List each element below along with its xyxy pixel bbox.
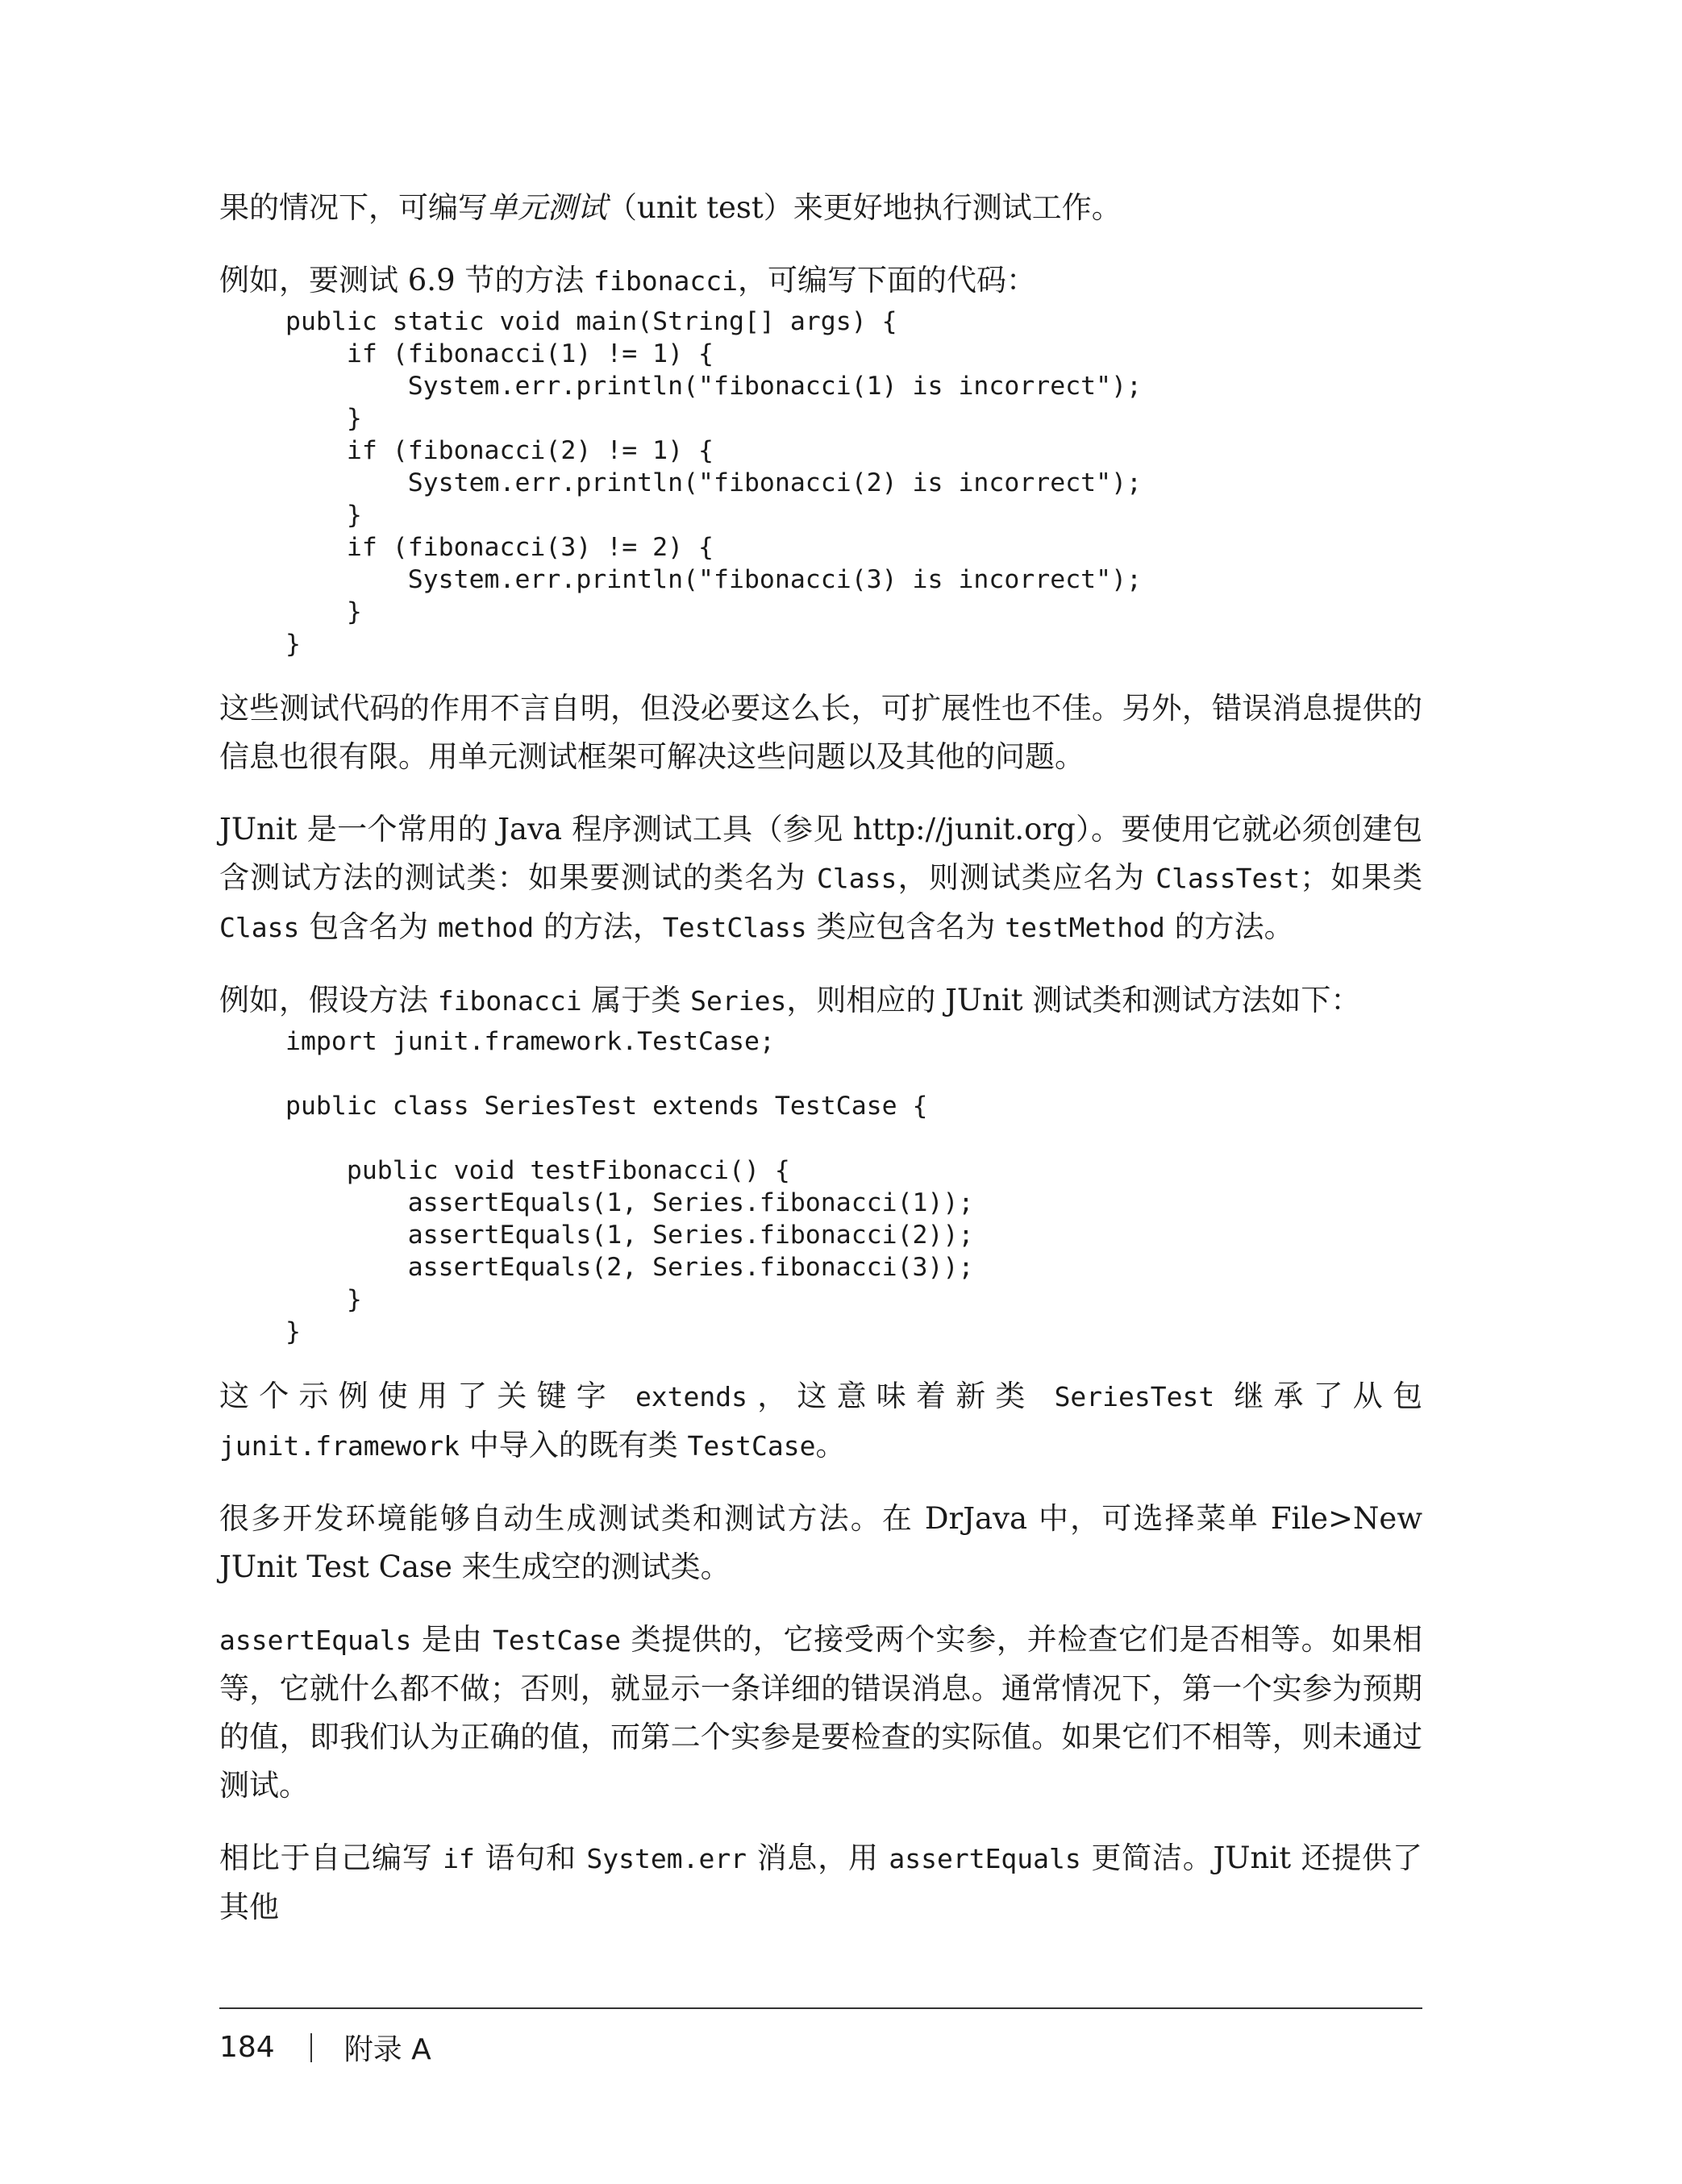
inline-code: assertEquals xyxy=(219,1624,412,1656)
inline-code: testMethod xyxy=(1005,912,1165,943)
text-span: （unit test）来更好地执行测试工作。 xyxy=(607,190,1122,225)
text-span: ，则测试类应名为 xyxy=(897,860,1156,895)
inline-code: Series xyxy=(690,985,787,1017)
text-span: 相比于自己编写 xyxy=(219,1841,443,1875)
page-footer xyxy=(219,2007,1422,2068)
page-body xyxy=(219,184,1422,1932)
inline-code: TestCase xyxy=(687,1430,816,1462)
inline-code: assertEquals xyxy=(889,1843,1081,1874)
text-span: 。 xyxy=(815,1428,846,1462)
text-span: ，可编写下面的代码： xyxy=(737,263,1036,297)
inline-code: System.err xyxy=(586,1843,747,1874)
text-span: 消息，用 xyxy=(747,1841,889,1875)
text-span: 果的情况下，可编写 xyxy=(219,190,488,225)
inline-code: if xyxy=(443,1843,475,1874)
text-span: 属于类 xyxy=(581,983,691,1017)
inline-code: fibonacci xyxy=(437,985,582,1017)
paragraph-9 xyxy=(219,1834,1422,1932)
paragraph-3: 这些测试代码的作用不言自明，但没必要这么长，可扩展性也不佳。另外，错误消息提供的信息也很有限。用单元测试框架可解决这些问题以及其他的问题。 xyxy=(219,691,1422,774)
text-span: 更简洁。JUnit 还提供了其他 xyxy=(219,1841,1422,1924)
text-span: ，这意味着新类 xyxy=(747,1379,1055,1413)
inline-code: TestClass xyxy=(662,912,807,943)
paragraph-6 xyxy=(219,1372,1422,1471)
inline-code: method xyxy=(437,912,535,943)
text-span: 的方法。 xyxy=(1164,909,1294,944)
text-span: 包含名为 xyxy=(299,909,438,944)
inline-code: extends xyxy=(635,1381,748,1412)
text-span: 类应包含名为 xyxy=(806,909,1005,944)
paragraph-4 xyxy=(219,805,1422,952)
text-span: ；如果类 xyxy=(1300,860,1422,895)
text-span: 继承了从包 xyxy=(1214,1379,1422,1413)
text-span: 类提供的，它接受两个实参，并检查它们是否相等。如果相等，它就什么都不做；否则，就显示一条详细的错误消息。通常情况下，第一个实参为预期的值，即我们认为正确的值，而第二个实参是要检查的实际值。如果它们不相等，则未通过测试。 xyxy=(219,1622,1422,1803)
inline-code: ClassTest xyxy=(1155,863,1301,894)
footer-section: 附录 A xyxy=(343,2033,431,2066)
inline-code: fibonacci xyxy=(593,265,738,297)
code-block-2: import junit.framework.TestCase; public class SeriesTest extends TestCase { public void testFibonacci() { assertEquals(1, Series.fibonacci(1)); assertEquals(1, Series.fibonacci(2)); assertEquals(2, Series.fibonacci(3)); } } xyxy=(285,1027,974,1346)
text-span: 例如，假设方法 xyxy=(219,983,438,1017)
emphasis-term: 单元测试 xyxy=(488,190,607,225)
footer-divider xyxy=(310,2033,312,2062)
inline-code: SeriesTest xyxy=(1054,1381,1215,1412)
inline-code: TestCase xyxy=(493,1624,622,1656)
inline-code: Class xyxy=(817,863,897,894)
paragraph-7: 很多开发环境能够自动生成测试类和测试方法。在 DrJava 中，可选择菜单 File>New JUnit Test Case 来生成空的测试类。 xyxy=(219,1501,1422,1584)
inline-code: junit.framework xyxy=(219,1430,460,1462)
text-span: 例如，要测试 6.9 节的方法 xyxy=(219,263,594,297)
paragraph-5 xyxy=(219,976,1422,1025)
page-number: 184 xyxy=(219,2031,275,2064)
text-span: 的方法， xyxy=(534,909,663,944)
text-span: ，则相应的 JUnit 测试类和测试方法如下： xyxy=(786,983,1361,1017)
code-block-1: public static void main(String[] args) { if (fibonacci(1) != 1) { System.err.println("fibonacci(1) is incorrect"); } if (fibonacci(2) != 1) { System.err.println("fibonacci(2) is incorrect"); } if (fibonacci(3) != 2) { System.err.println("fibonacci(3) is incorrect"); } } xyxy=(285,307,1143,659)
text-span: 这个示例使用了关键字 xyxy=(219,1379,635,1413)
paragraph-8 xyxy=(219,1616,1422,1810)
text-span: 是由 xyxy=(411,1622,493,1657)
text-span: JUnit 是一个常用的 Java 程序测试工具（参见 http://junit.org）。要使用它就必须创建包含测试方法的测试类：如果要测试的类名为 xyxy=(219,812,1422,895)
inline-code: Class xyxy=(219,912,300,943)
paragraph-1 xyxy=(219,184,1422,232)
text-span: 中导入的既有类 xyxy=(460,1428,688,1462)
text-span: 语句和 xyxy=(474,1841,587,1875)
paragraph-2 xyxy=(219,256,1422,306)
